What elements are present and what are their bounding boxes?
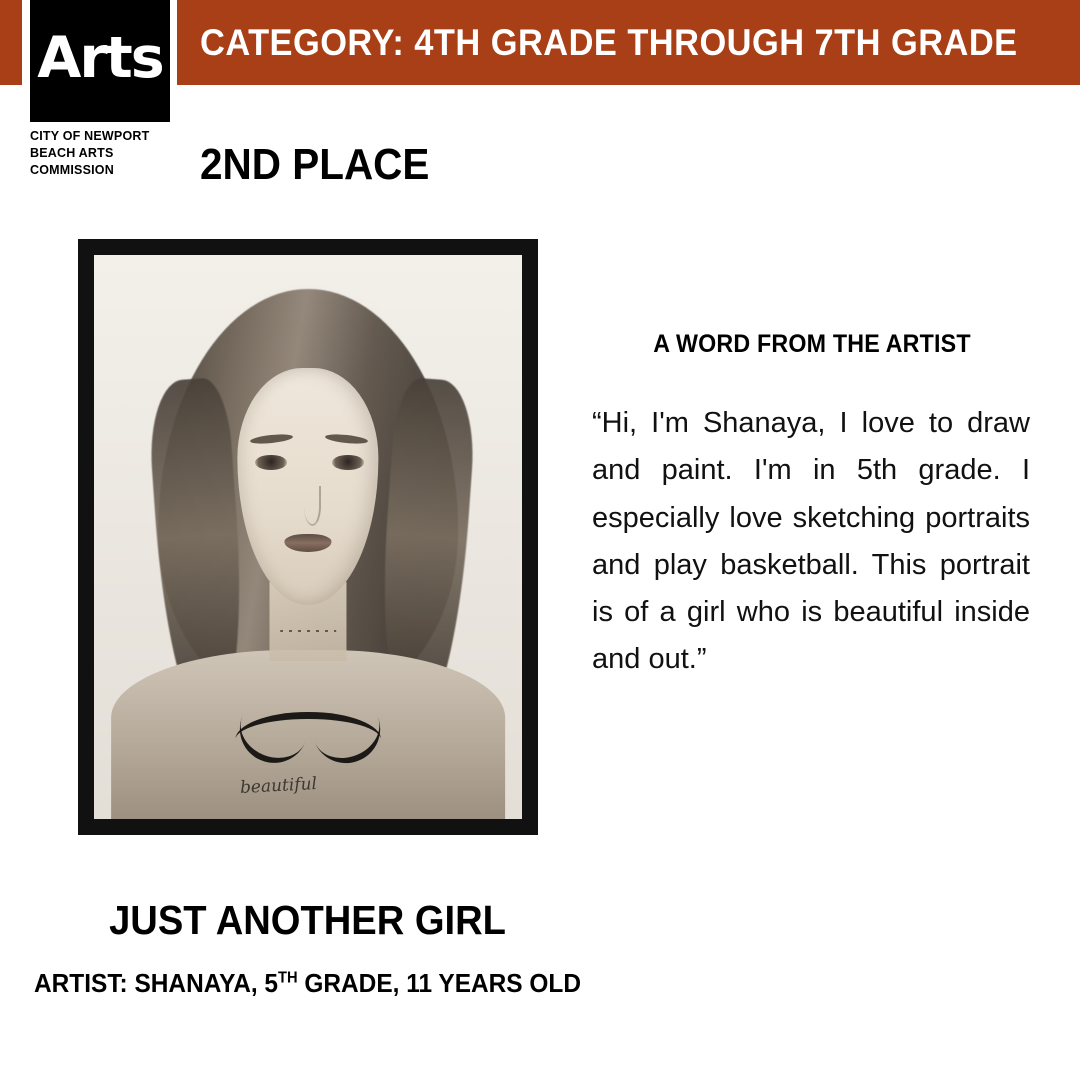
award-place-title: 2ND PLACE [200, 140, 430, 189]
portrait-eye-left [255, 455, 287, 470]
artwork-title: JUST ANOTHER GIRL [109, 897, 506, 943]
artist-statement-text: “Hi, I'm Shanaya, I love to draw and paint. I'm in 5th grade. I especially love sketching portraits and play basketball. This portrait is of a girl who is beautiful inside and out.” [592, 407, 1030, 676]
arts-logo-mark [30, 0, 170, 122]
arts-logo-caption: CITY OF NEWPORT BEACH ARTS COMMISSION [30, 129, 150, 177]
portrait-eye-right [332, 455, 364, 470]
artwork-credit-prefix: ARTIST: SHANAYA, 5 [34, 968, 279, 998]
artwork-frame [78, 239, 538, 835]
artwork-credit-suffix: GRADE, 11 YEARS OLD [297, 968, 581, 998]
arts-logo-wordmark: Arts [37, 24, 163, 91]
artwork-credit [18, 968, 596, 999]
artwork-credit-superscript: TH [278, 969, 298, 987]
portrait-necklace [280, 630, 336, 632]
category-header-label: CATEGORY: 4TH GRADE THROUGH 7TH GRADE [200, 21, 1018, 63]
artwork-signature: beautiful [239, 774, 317, 799]
portrait-drawing [94, 255, 522, 819]
portrait-nose [304, 486, 321, 525]
artist-statement-heading: A WORD FROM THE ARTIST [653, 330, 971, 358]
artwork-mat [94, 255, 522, 819]
arts-commission-logo [22, 0, 177, 195]
